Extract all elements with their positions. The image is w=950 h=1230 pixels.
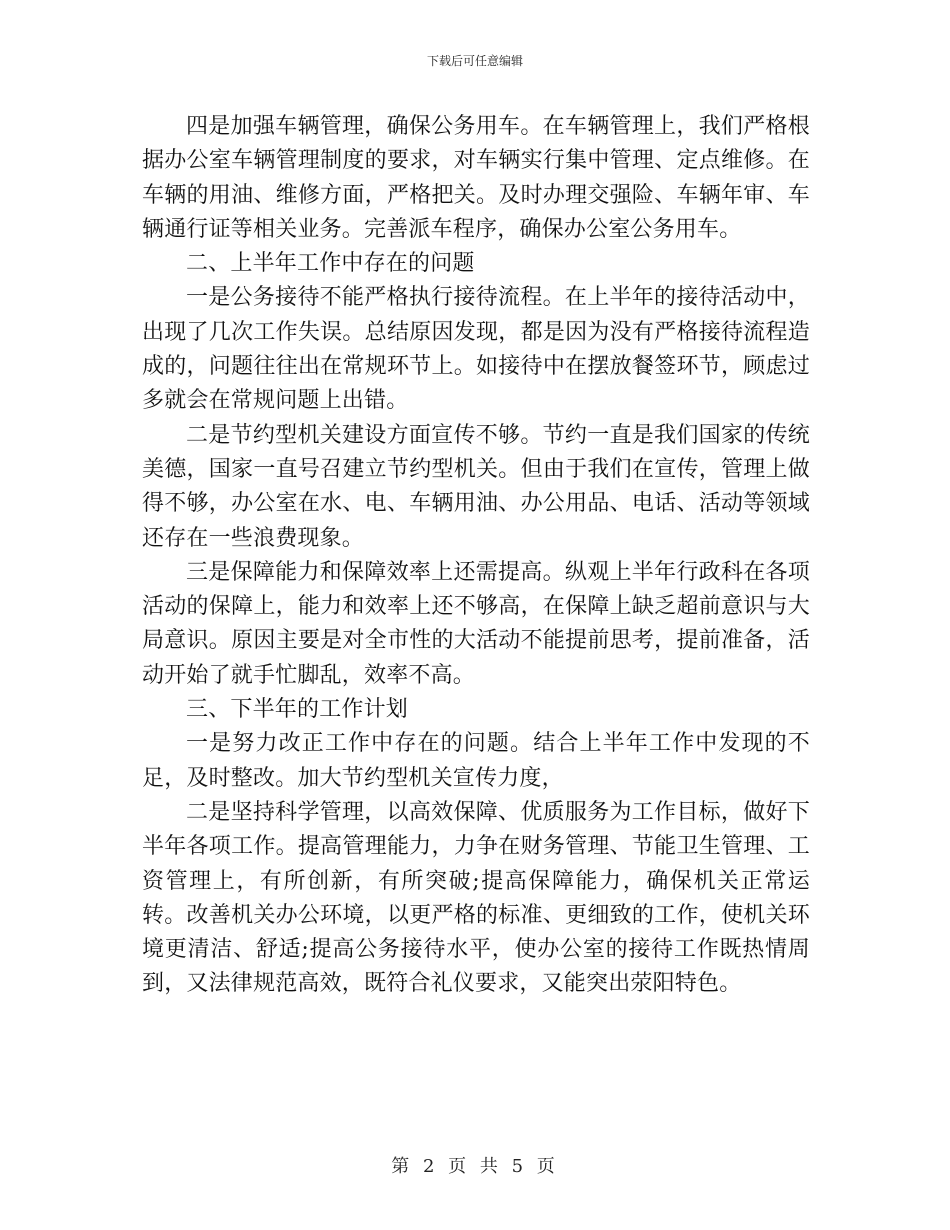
section-heading-problems: 二、上半年工作中存在的问题 <box>186 251 475 277</box>
paragraph-saving-problem: 二是节约型机关建设方面宣传不够。节约一直是我们国家的传统美德，国家一直号召建立节约型机关。但由于我们在宣传，管理上做得不够，办公室在水、电、车辆用油、办公用品、电话、活动等领域还存在一些浪费现象。 <box>142 422 810 551</box>
paragraph-vehicle-management: 四是加强车辆管理，确保公务用车。在车辆管理上，我们严格根据办公室车辆管理制度的要求，对车辆实行集中管理、定点维修。在车辆的用油、维修方面，严格把关。及时办理交强险、车辆年审、车辆通行证等相关业务。完善派车程序，确保办公室公务用车。 <box>142 114 810 242</box>
paragraph-reception-problem: 一是公务接待不能严格执行接待流程。在上半年的接待活动中，出现了几次工作失误。总结原因发现，都是因为没有严格接待流程造成的，问题往往出在常规环节上。如接待中在摆放餐签环节，顾虑过多就会在常规问题上出错。 <box>142 285 810 414</box>
document-body <box>142 110 810 1002</box>
paragraph-support-problem: 三是保障能力和保障效率上还需提高。纵观上半年行政科在各项活动的保障上，能力和效率上还不够高，在保障上缺乏超前意识与大局意识。原因主要是对全市性的大活动不能提前思考，提前准备，活动开始了就手忙脚乱，效率不高。 <box>142 559 810 688</box>
page-header: 下载后可任意编辑 <box>426 54 523 68</box>
page-number: 第 2 页 共 5 页 <box>391 1156 559 1177</box>
paragraph-plan-two: 二是坚持科学管理，以高效保障、优质服务为工作目标，做好下半年各项工作。提高管理能力，力争在财务管理、节能卫生管理、工资管理上，有所创新，有所突破;提高保障能力，确保机关正常运转。改善机关办公环境，以更严格的标准、更细致的工作，使机关环境更清洁、舒适;提高公务接待水平，使办公室的接待工作既热情周到，又法律规范高效，既符合礼仪要求，又能突出荥阳特色。 <box>142 799 810 997</box>
paragraph-plan-one: 一是努力改正工作中存在的问题。结合上半年工作中发现的不足，及时整改。加大节约型机关宣传力度， <box>142 731 810 791</box>
section-heading-plan: 三、下半年的工作计划 <box>186 697 409 723</box>
